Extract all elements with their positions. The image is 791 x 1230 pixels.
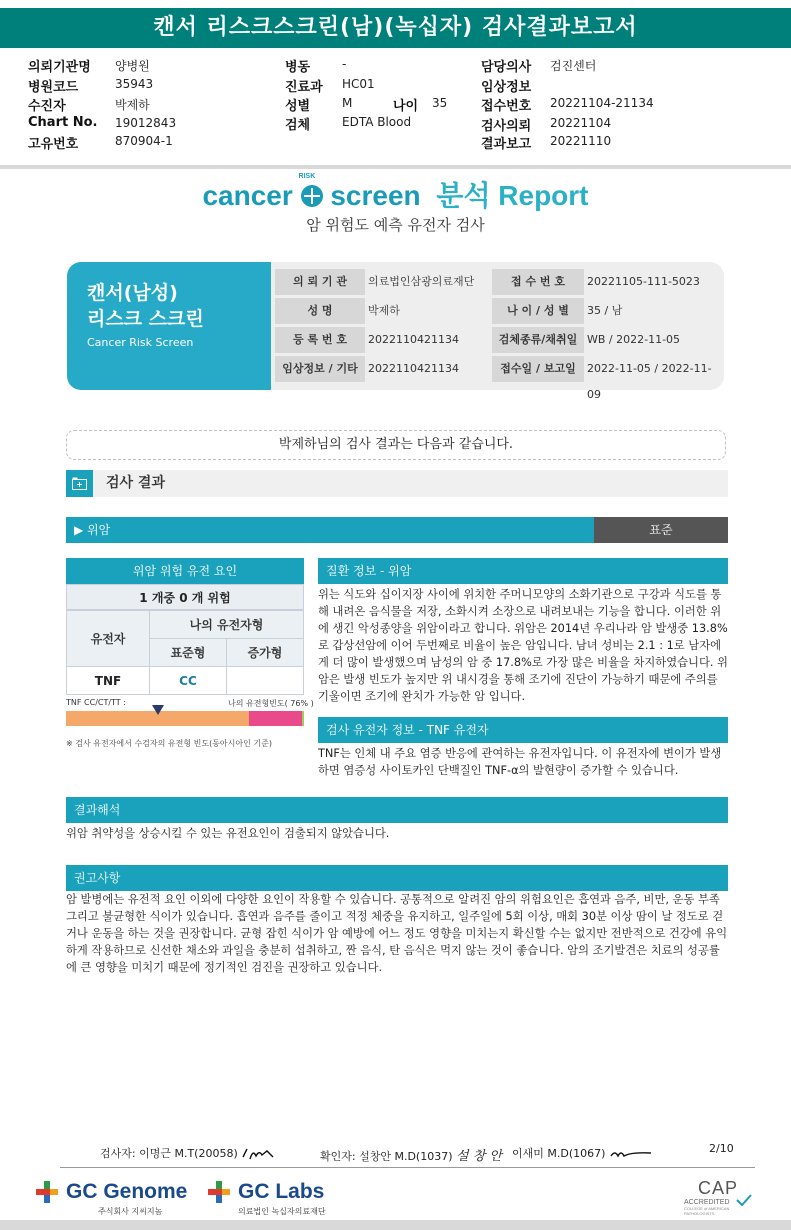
- grade-badge: 표준: [594, 517, 728, 543]
- card-key: 검체종류/채취일: [492, 327, 584, 353]
- meta-value: M: [342, 96, 353, 110]
- gc-labs-sub: 의료법인 녹십자의료재단: [238, 1207, 326, 1216]
- meta-label: 검사의뢰: [481, 119, 532, 134]
- recommendation-title: 권고사항: [66, 865, 728, 891]
- brand-part3: 분석 Report: [436, 180, 589, 211]
- col-standard: 표준형: [150, 639, 227, 667]
- brand-logo: [0, 174, 791, 214]
- section-header: [66, 470, 728, 497]
- gc-genome-sub: 주식회사 지씨지놈: [98, 1207, 163, 1216]
- report-title: 캔서 리스크스크린(남)(녹십자) 검사결과보고서: [0, 8, 791, 48]
- brand-subtitle: 암 위험도 예측 유전자 검사: [306, 216, 485, 234]
- risk-count-num: 0 개: [179, 591, 204, 605]
- interpretation-title: 결과해석: [66, 797, 728, 823]
- confirmer1-signature: [320, 1145, 502, 1164]
- meta-label: 검체: [285, 118, 311, 133]
- card-info-panel: [271, 262, 724, 401]
- inc-genotype: [226, 667, 303, 695]
- card-key: 등 록 번 호: [275, 327, 365, 353]
- gc-cross-icon: [208, 1181, 230, 1203]
- page-number: 2/10: [709, 1142, 734, 1155]
- card-value: 의료법인삼광의료재단: [368, 275, 475, 288]
- freq-bar: [66, 711, 304, 726]
- signature-mark-icon: [241, 1147, 275, 1161]
- card-title-panel: [67, 262, 271, 390]
- card-key: 접 수 번 호: [492, 269, 584, 295]
- confirmer2-signature: [512, 1145, 653, 1161]
- divider: [0, 165, 791, 169]
- interpretation-text: 위암 취약성을 상승시킬 수 있는 유전요인이 검출되지 않았습니다.: [66, 827, 390, 840]
- tester-signature: [100, 1145, 275, 1161]
- card-value: 20221105-111-5023: [587, 275, 700, 288]
- freq-label-left: TNF CC/CT/TT :: [66, 698, 126, 707]
- risk-table: [66, 610, 304, 695]
- card-value: 박제하: [368, 304, 400, 317]
- meta-label: 고유번호: [28, 137, 79, 152]
- meta-value: 검진센터: [550, 59, 597, 73]
- signature-mark-icon: [609, 1148, 653, 1160]
- meta-label: 접수번호: [481, 99, 532, 114]
- risk-table-header: 위암 위험 유전 요인: [66, 558, 304, 584]
- card-value: 2022-11-05 / 2022-11-09: [587, 362, 712, 401]
- meta-label: 수진자: [28, 99, 66, 114]
- meta-value: 20221104: [550, 116, 612, 130]
- meta-label: 의뢰기관명: [28, 60, 91, 75]
- col-gene: 유전자: [67, 611, 150, 667]
- meta-value: EDTA Blood: [342, 115, 412, 129]
- meta-value: 20221104-21134: [550, 96, 654, 110]
- cap-sub2: COLLEGE of AMERICAN PATHOLOGISTS: [684, 1206, 730, 1216]
- card-title-1: 캔서(남성): [87, 282, 178, 304]
- meta-value: 양병원: [115, 59, 150, 73]
- col-my-genotype: 나의 유전자형: [150, 611, 304, 639]
- meta-label: 결과보고: [481, 137, 532, 152]
- risk-count-prefix: 1 개중: [139, 591, 176, 605]
- risk-count-suffix: 위험: [207, 591, 231, 605]
- card-title-2: 리스크 스크린: [87, 308, 204, 330]
- std-genotype: CC: [150, 667, 227, 695]
- risk-count: [66, 584, 304, 610]
- gc-cross-icon: [36, 1181, 58, 1203]
- card-title-3: Cancer Risk Screen: [87, 336, 194, 349]
- meta-label: 임상정보: [481, 80, 532, 95]
- meta-value: 35: [432, 96, 448, 110]
- confirmer2-name: 이새미 M.D(1067): [512, 1147, 606, 1160]
- result-intro: 박제하님의 검사 결과는 다음과 같습니다.: [66, 430, 726, 460]
- brand-risk: RISK: [298, 172, 316, 180]
- freq-segment: [302, 711, 304, 726]
- recommendation-text: 암 발병에는 유전적 요인 이외에 다양한 요인이 작용할 수 있습니다. 공통적으로 알려진 암의 위험요인은 흡연과 음주, 비만, 운동 부족 그리고 불균형한 식이가 있습니다. 흡연과 음주를 줄이고 적정 체중을 유지하고, 일주일에 5회 이상, 매회 30분 이상 땀이 날 정도로 걷거나 운동을 하는 것을 권장합니다. 균형 잡힌 식이가 암 예방에 어느 정도 영향을 미치는지 확신할 수는 없지만 전반적으로 건강에 유익하게 작용하므로 신선한 채소와 과일을 충분히 섭취하고, 짠 음식, 탄 음식은 먹지 않는 것이 좋습니다. 암의 조기발견은 치료의 성공률에 큰 영향을 미치기 때문에 정기적인 검진을 권장하고 있습니다.: [66, 893, 728, 974]
- card-key: 임상정보 / 기타: [275, 356, 365, 382]
- gc-labs-logo: GC Labs: [238, 1180, 325, 1203]
- card-value: 2022110421134: [368, 362, 459, 375]
- card-value: WB / 2022-11-05: [587, 333, 681, 346]
- gc-genome-logo: GC Genome: [66, 1180, 188, 1203]
- meta-label: 나이: [393, 99, 419, 114]
- confirm-label: 확인자:: [320, 1150, 356, 1163]
- card-key: 성 명: [275, 298, 365, 324]
- brand-part2: screen: [330, 180, 421, 211]
- card-value: 2022110421134: [368, 333, 459, 346]
- check-icon: [736, 1194, 752, 1206]
- meta-label: Chart No.: [28, 115, 98, 130]
- meta-label: 담당의사: [481, 60, 532, 75]
- freq-note: ※ 검사 유전자에서 수검자의 유전형 빈도(동아시아인 기준): [66, 739, 272, 748]
- gene-info-text: TNF는 인체 내 주요 염증 반응에 관여하는 유전자입니다. 이 유전자에 변이가 발생하면 염증성 사이토카인 단백질인 TNF-α의 발현량이 증가할 수 있습니다.: [318, 747, 722, 777]
- meta-value: 20221110: [550, 134, 612, 148]
- cap-logo: [684, 1178, 756, 1214]
- card-key: 나 이 / 성 별: [492, 298, 584, 324]
- cap-sub: ACCREDITED: [684, 1199, 730, 1206]
- freq-segment: [249, 711, 301, 726]
- meta-value: -: [342, 57, 347, 71]
- meta-value: 870904-1: [115, 134, 173, 148]
- meta-value: HC01: [342, 77, 375, 91]
- card-value: 35 / 남: [587, 304, 623, 317]
- footer-divider: [60, 1167, 755, 1168]
- tester-name: 검사자: 이명근 M.T(20058): [100, 1147, 238, 1160]
- target-icon: [298, 172, 323, 207]
- freq-marker-icon: [152, 705, 164, 715]
- card-key: 의 뢰 기 관: [275, 269, 365, 295]
- disease-info-text: 위는 식도와 십이지장 사이에 위치한 주머니모양의 소화기관으로 구강과 식도를 통해 내려온 음식물을 저장, 소화시켜 소장으로 내려보내는 기능을 합니다. 이러한 위에 생긴 악성종양을 위암이라고 합니다. 위암은 2014년 우리나라 암 발생중 13.8%로 갑상선암에 이어 두번째로 비율이 높은 암입니다. 남녀 성비는 2.1 : 1로 남자에게 더 많이 발생했으며 남성의 암 중 17.8%로 가장 많은 비율을 차지하였습니다. 위암은 발생 빈도가 높지만 위 내시경을 통해 조기에 진단이 가능하기 때문에 주의를 기울이면 조기에 완치가 가능한 암 입니다.: [318, 588, 728, 703]
- card-key: 접수일 / 보고일: [492, 356, 584, 382]
- cap-text: CAP: [698, 1178, 739, 1198]
- meta-label: 진료과: [285, 80, 323, 95]
- confirmer1-name: 설창안 M.D(1037): [359, 1150, 453, 1163]
- disease-info-title: 질환 정보 - 위암: [318, 558, 728, 584]
- col-increase: 증가형: [226, 639, 303, 667]
- confirmer1-sign: 설 창 안: [456, 1149, 502, 1164]
- freq-label-right: 나의 유전형빈도( 76% ): [228, 699, 314, 708]
- brand-part1: cancer: [202, 180, 293, 211]
- meta-label: 병원코드: [28, 80, 79, 95]
- meta-value: 35943: [115, 77, 154, 91]
- meta-value: 박제하: [115, 98, 150, 112]
- gene-info-title: 검사 유전자 정보 - TNF 유전자: [318, 717, 728, 743]
- section-title: 검사 결과: [106, 475, 165, 491]
- meta-value: 19012843: [115, 116, 177, 130]
- gene-name: TNF: [67, 667, 150, 695]
- bottom-bar: [0, 1220, 791, 1230]
- folder-plus-icon: [66, 470, 93, 497]
- disease-bar: [66, 517, 594, 543]
- disease-label: ▶ 위암: [74, 523, 111, 537]
- meta-label: 병동: [285, 60, 311, 75]
- patient-meta: [0, 52, 791, 164]
- meta-label: 성별: [285, 99, 311, 114]
